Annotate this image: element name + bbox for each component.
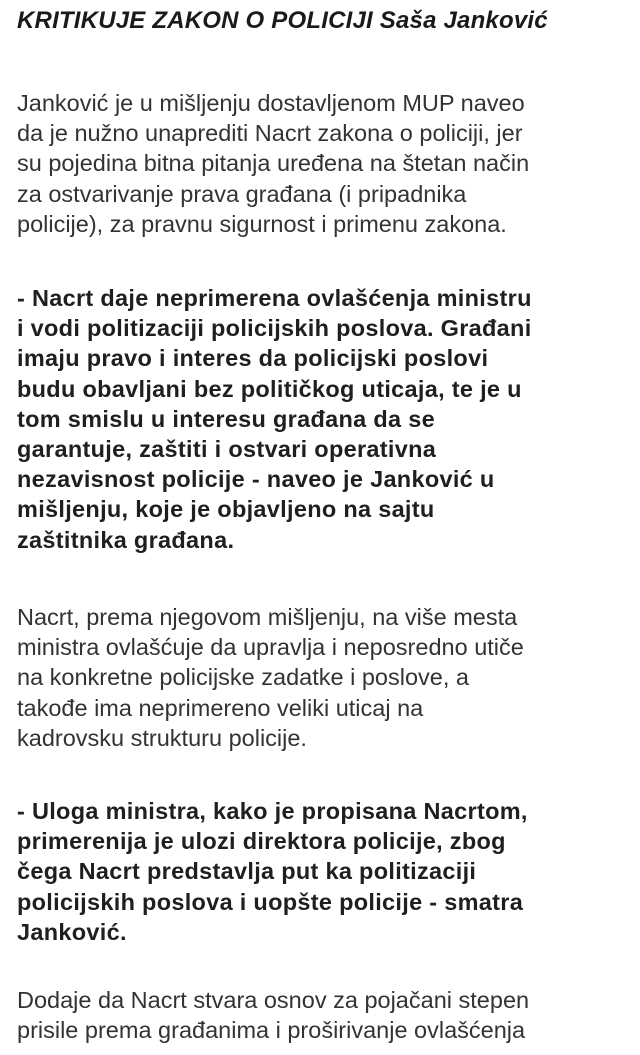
- paragraph-2-quote: [17, 283, 532, 555]
- paragraph-line: budu obavljani bez političkog uticaja, te je u: [17, 375, 522, 402]
- paragraph-line: takođe ima neprimereno veliki uticaj na: [17, 694, 424, 721]
- paragraph-line: prisile prema građanima i proširivanje ovlašćenja: [17, 1017, 526, 1044]
- paragraph-line: Janković.: [17, 918, 127, 945]
- paragraph-line: tom smislu u interesu građana da se: [17, 405, 435, 432]
- paragraph-5: [17, 985, 529, 1045]
- paragraph-line: policijskih poslova i uopšte policije - smatra: [17, 888, 524, 915]
- paragraph-line: primerenija je ulozi direktora policije, zbog: [17, 828, 506, 855]
- paragraph-line: mišljenju, koje je objavljeno na sajtu: [17, 496, 435, 523]
- paragraph-line: nezavisnost policije - naveo je Janković u: [17, 466, 495, 493]
- article-headline: KRITIKUJE ZAKON O POLICIJI Saša Janković: [17, 7, 548, 34]
- paragraph-4-quote: [17, 796, 528, 947]
- paragraph-line: na konkretne policijske zadatke i poslove, a: [17, 664, 469, 691]
- paragraph-3: [17, 602, 524, 753]
- paragraph-line: - Uloga ministra, kako je propisana Nacrtom,: [17, 798, 528, 824]
- paragraph-line: i vodi politizaciji policijskih poslova. Građani: [17, 315, 532, 342]
- paragraph-line: Dodaje da Nacrt stvara osnov za pojačani stepen: [17, 987, 530, 1013]
- paragraph-line: - Nacrt daje neprimerena ovlašćenja ministru: [17, 285, 532, 311]
- paragraph-line: ministra ovlašćuje da upravlja i neposredno utiče: [17, 634, 524, 661]
- paragraph-line: imaju pravo i interes da policijski poslovi: [17, 345, 489, 372]
- paragraph-line: garantuje, zaštiti i ostvari operativna: [17, 436, 437, 463]
- paragraph-line: da je nužno unaprediti Nacrt zakona o policiji, jer: [17, 120, 523, 147]
- paragraph-line: kadrovsku strukturu policije.: [17, 724, 307, 751]
- paragraph-line: za ostvarivanje prava građana (i pripadnika: [17, 180, 467, 207]
- paragraph-line: zaštitnika građana.: [17, 526, 235, 553]
- paragraph-line: čega Nacrt predstavlja put ka politizaciji: [17, 858, 477, 885]
- paragraph-line: policije), za pravnu sigurnost i primenu zakona.: [17, 210, 507, 237]
- paragraph-line: Janković je u mišljenju dostavljenom MUP naveo: [17, 90, 525, 116]
- article: [17, 0, 629, 1044]
- paragraph-line: Nacrt, prema njegovom mišljenju, na više mesta: [17, 604, 518, 630]
- paragraph-line: su pojedina bitna pitanja uređena na štetan način: [17, 150, 530, 177]
- paragraph-1: [17, 88, 529, 239]
